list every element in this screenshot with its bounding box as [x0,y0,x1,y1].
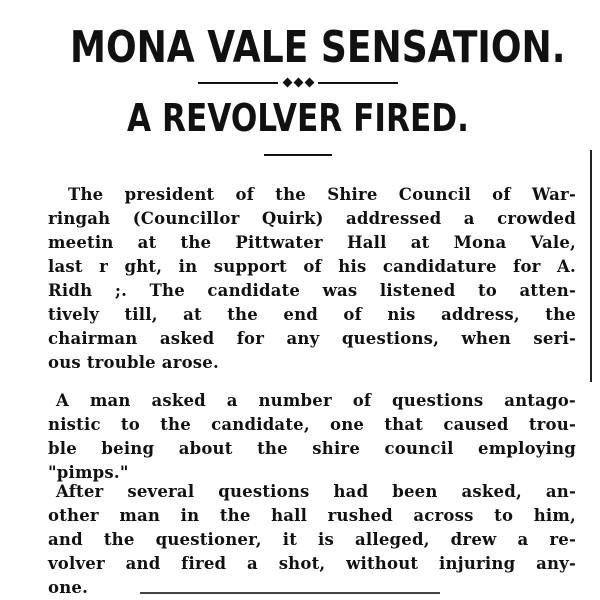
subheadline-rule [264,154,332,156]
bottom-rule [140,592,440,594]
text-line: volver and fired a shot, without injuring any- [48,554,576,573]
text-line: last r ght, in support of his candidature for A. [48,257,576,276]
text-line: nistic to the candidate, one that caused trou- [48,415,576,434]
ornament-diamond-left [283,78,293,88]
text-line: After several questions had been asked, an- [56,482,576,501]
text-line: Ridh ;. The candidate was listened to atten- [48,281,576,300]
ornament-line-right [318,82,398,84]
ornament-diamond-right [305,78,315,88]
ornament-diamond-center [294,78,304,88]
text-line: chairman asked for any questions, when seri- [48,329,576,348]
subheadline: A REVOLVER FIRED. [127,96,469,140]
text-line: ous trouble arose. [48,353,219,372]
headline: MONA VALE SENSATION. [70,22,566,73]
text-line: and the questioner, it is alleged, drew a re- [48,530,576,549]
text-line: A man asked a number of questions antago- [56,391,576,410]
text-line: "pimps." [48,463,129,482]
text-line: The president of the Shire Council of War- [68,185,576,204]
text-line: meetin at the Pittwater Hall at Mona Vale, [48,233,576,252]
paragraph-1 [48,183,576,375]
text-line: tively till, at the end of nis address, the [48,305,576,324]
paragraph-3 [48,480,576,600]
ornament-line-left [198,82,278,84]
column-rule [590,150,592,382]
text-line: ringah (Councillor Quirk) addressed a crowded [48,209,576,228]
text-line: other man in the hall rushed across to him, [48,506,576,525]
headline-ornament-rule [198,78,398,88]
text-line: one. [48,578,89,597]
newspaper-clipping [20,14,576,156]
text-line: ble being about the shire council employing [48,439,576,458]
paragraph-2 [48,389,576,485]
